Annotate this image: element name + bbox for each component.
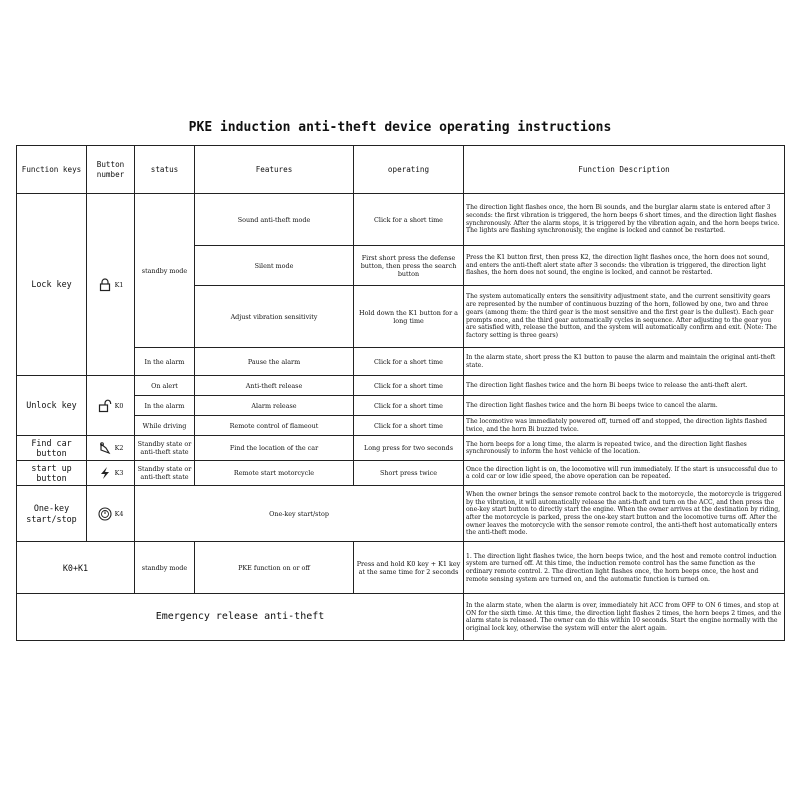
- feature-cell: Sound anti-theft mode: [195, 194, 354, 246]
- document-title: PKE induction anti-theft device operating instructions: [188, 120, 612, 135]
- find-car-button: [87, 436, 135, 461]
- feature-cell: Alarm release: [195, 396, 354, 416]
- start-up-key-label: start up button: [17, 461, 87, 486]
- status-cell: In the alarm: [135, 396, 195, 416]
- table-row: [17, 461, 785, 486]
- description-cell: The locomotive was immediately powered off, turned off and stopped, the direction lights flashed twice, and the horn Bi buzzed twice.: [464, 416, 785, 436]
- lock-button-number: K1: [114, 280, 124, 289]
- lock-status-standby: standby mode: [135, 194, 195, 348]
- header-function-description: Function Description: [464, 146, 785, 194]
- description-cell: The direction light flashes twice and the horn Bi beeps twice to release the anti-theft alert.: [464, 376, 785, 396]
- header-button-number: Button number: [87, 146, 135, 194]
- unlock-key-button: [87, 376, 135, 436]
- header-operating: operating: [354, 146, 464, 194]
- feature-cell: Pause the alarm: [195, 348, 354, 376]
- status-cell: Standby state or anti-theft state: [135, 436, 195, 461]
- padlock-open-icon: [98, 399, 112, 413]
- operating-cell: Press and hold K0 key + K1 key at the same time for 2 seconds: [354, 542, 464, 594]
- description-cell: The horn beeps for a long time, the alarm is repeated twice, and the direction light flashes synchronously to inform the host vehicle of the location.: [464, 436, 785, 461]
- padlock-closed-icon: [98, 278, 112, 292]
- description-cell: The direction light flashes once, the horn Bi sounds, and the burglar alarm state is entered after 3 seconds: the first vibration is triggered, the horn beeps 6 short times, and the direction light flashes synchronously. After the alarm stops, it is triggered by the vibration again, and the horn beeps twice. The lights are flashing synchronously, the engine is locked and cannot be restarted.: [464, 194, 785, 246]
- operating-cell: Short press twice: [354, 461, 464, 486]
- description-cell: In the alarm state, when the alarm is over, immediately hit ACC from OFF to ON 6 times, and stop at ON for the sixth time. At this time, the direction light flashes 2 times, the horn beeps 2 times, and the alarm state is released. The owner can do this within 10 seconds. Start the engine normally with the original lock key, otherwise the system will enter the alert again.: [464, 594, 785, 641]
- table-row: [17, 594, 785, 641]
- lock-key-label: Lock key: [17, 194, 87, 376]
- start-button-number: K3: [114, 469, 124, 478]
- description-cell: The direction light flashes twice and the horn Bi beeps twice to cancel the alarm.: [464, 396, 785, 416]
- unlock-key-label: Unlock key: [17, 376, 87, 436]
- description-cell: Once the direction light is on, the locomotive will run immediately. If the start is unsuccessful due to a cold car or low idle speed, the above operation can be repeated.: [464, 461, 785, 486]
- table-row: [17, 436, 785, 461]
- feature-cell: Anti-theft release: [195, 376, 354, 396]
- operating-cell: Click for a short time: [354, 376, 464, 396]
- status-cell: While driving: [135, 416, 195, 436]
- unlock-button-number: K0: [114, 401, 124, 410]
- feature-cell: Find the location of the car: [195, 436, 354, 461]
- description-cell: Press the K1 button first, then press K2, the direction light flashes once, the horn does not sound, and enters the anti-theft alert state after 3 seconds: the vibration is triggered, the direction light flashes, the horn does not sound, the engine is locked, and cannot be restarted.: [464, 246, 785, 286]
- status-cell: On alert: [135, 376, 195, 396]
- start-up-button: [87, 461, 135, 486]
- find-button-number: K2: [114, 444, 124, 453]
- lock-status-in-alarm: In the alarm: [135, 348, 195, 376]
- operating-cell: Click for a short time: [354, 416, 464, 436]
- header-status: status: [135, 146, 195, 194]
- one-key-button: [87, 486, 135, 542]
- lightning-icon: [98, 466, 112, 480]
- table-row: [17, 542, 785, 594]
- status-cell: Standby state or anti-theft state: [135, 461, 195, 486]
- horn-icon: [98, 441, 112, 455]
- table-row: [17, 194, 785, 246]
- description-cell: The system automatically enters the sensitivity adjustment state, and the current sensitivity gears are represented by the number of continuous buzzing of the horn, followed by one, two and three gears (among them: the third gear is the most sensitive and the first gear is the dullest). Each gear prompts once, and the third gear automatically cycles in sequence. After adjusting to the gear you are satisfied with, release the button, and the system will automatically confirm and exit. (Note: The factory setting is three gears): [464, 286, 785, 348]
- instructions-table: [16, 145, 785, 641]
- operating-cell: Long press for two seconds: [354, 436, 464, 461]
- description-cell: In the alarm state, short press the K1 button to pause the alarm and maintain the original anti-theft state.: [464, 348, 785, 376]
- operating-cell: Hold down the K1 button for a long time: [354, 286, 464, 348]
- table-row: [17, 486, 785, 542]
- header-row: [17, 146, 785, 194]
- header-function-keys: Function keys: [17, 146, 87, 194]
- emergency-release-label: Emergency release anti-theft: [17, 594, 464, 641]
- find-car-key-label: Find car button: [17, 436, 87, 461]
- feature-cell: Silent mode: [195, 246, 354, 286]
- header-features: Features: [195, 146, 354, 194]
- operating-cell: Click for a short time: [354, 396, 464, 416]
- operating-cell: Click for a short time: [354, 348, 464, 376]
- feature-cell: Adjust vibration sensitivity: [195, 286, 354, 348]
- operating-cell: First short press the defense button, then press the search button: [354, 246, 464, 286]
- combo-key-label: K0+K1: [17, 542, 135, 594]
- description-cell: When the owner brings the sensor remote control back to the motorcycle, the motorcycle is triggered by the vibration, it will automatically release the anti-theft and turn on the ACC, and then press the one-key start button to directly start the engine. When the owner arrives at the destination by riding, after the motorcycle is parked, press the one-key start button and the locomotive turns off. After the owner leaves the motorcycle with the sensor remote control, the anti-theft host automatically enters the anti-theft mode.: [464, 486, 785, 542]
- table-row: [17, 376, 785, 396]
- one-key-label: One-key start/stop: [17, 486, 87, 542]
- onekey-button-number: K4: [114, 509, 124, 518]
- lock-key-button: [87, 194, 135, 376]
- feature-cell: Remote control of flameout: [195, 416, 354, 436]
- onekey-circle-icon: [98, 507, 112, 521]
- one-key-feature: One-key start/stop: [135, 486, 464, 542]
- description-cell: 1. The direction light flashes twice, the horn beeps twice, and the host and remote control induction system are turned off. At this time, the induction remote control has the same function as the ordinary remote control. 2. The direction light flashes once, the horn beeps once, the host and remote sensing system are turned on, and the automatic function is turned on.: [464, 542, 785, 594]
- operating-cell: Click for a short time: [354, 194, 464, 246]
- feature-cell: PKE function on or off: [195, 542, 354, 594]
- status-cell: standby mode: [135, 542, 195, 594]
- feature-cell: Remote start motorcycle: [195, 461, 354, 486]
